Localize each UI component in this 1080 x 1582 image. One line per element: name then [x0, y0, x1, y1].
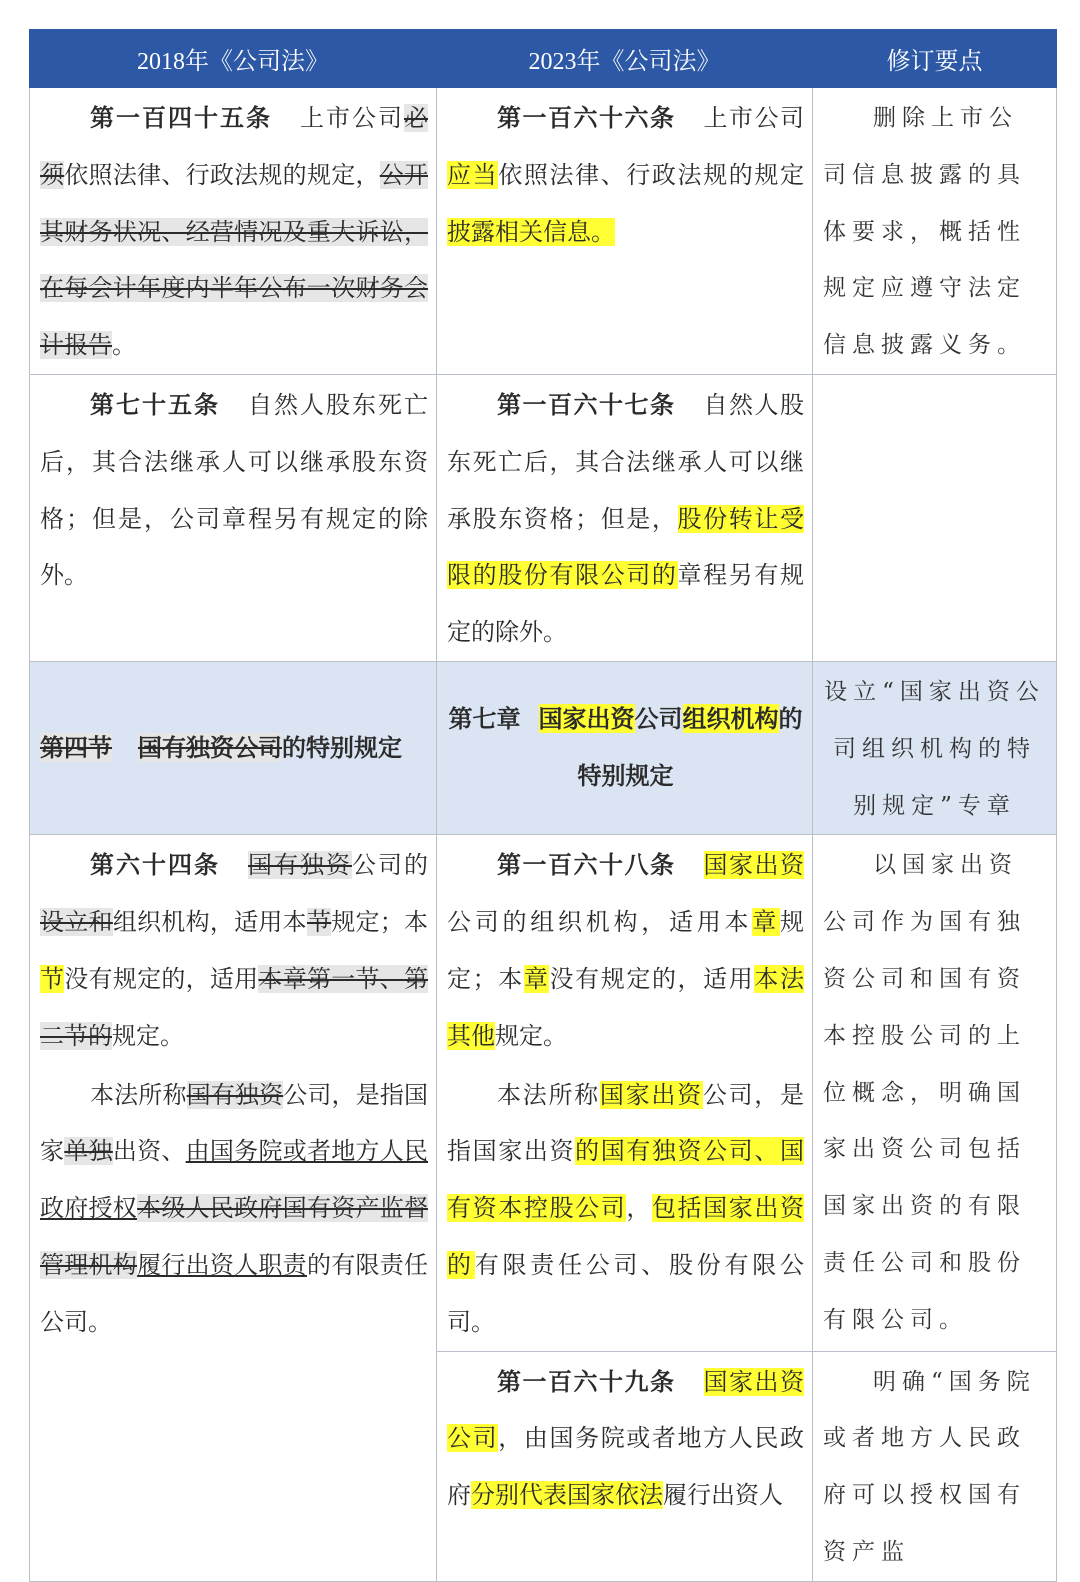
- revision-note-cell: [813, 835, 1057, 1351]
- table-header-row: [30, 30, 1057, 88]
- highlighted-text: 章: [752, 908, 780, 937]
- deleted-text: 公开其财务状况、经营情况及重大诉讼，在每会计年度内半年公布一次财务会计报告: [40, 160, 429, 360]
- header-2023-law: 2023年《公司法》: [437, 30, 813, 88]
- deleted-text: 必须: [40, 104, 428, 189]
- new-law-cell: 第一百六十六条 上市公司应当依照法律、行政法规的规定披露相关信息。: [437, 88, 813, 375]
- highlighted-text: 应当: [447, 160, 499, 189]
- revision-note-cell: [813, 374, 1057, 661]
- old-law-cell: 第一百四十五条 上市公司必须依照法律、行政法规的规定，公开其财务状况、经营情况及重大诉讼，在每会计年度内半年公布一次财务会计报告。: [30, 88, 437, 375]
- revision-note: 明确“国务院或者地方人民政府可以授权国有资产监: [823, 1368, 1036, 1565]
- deleted-text: 第四节: [40, 732, 112, 762]
- article-number: 第六十四条: [90, 850, 220, 880]
- deleted-text: 单独: [64, 1137, 113, 1166]
- deleted-text: 国有独资: [248, 851, 352, 880]
- revision-note-cell: [813, 661, 1057, 834]
- section-heading-row: [30, 661, 1057, 834]
- highlighted-text: 股份转让受限的股份有限公司的: [447, 504, 805, 590]
- article-number: 第一百六十六条: [497, 103, 676, 132]
- deleted-text: 国有独资公司: [138, 732, 282, 762]
- comparison-table: [29, 29, 1057, 1582]
- highlighted-text: 的国有独资公司、国有资本控股公司: [447, 1137, 805, 1223]
- revision-note: 删除上市公司信息披露的具体要求，概括性规定应遵守法定信息披露义务。: [823, 105, 1026, 359]
- new-law-cell: 第一百六十九条 国家出资公司，由国务院或者地方人民政府分别代表国家依法履行出资人: [437, 1351, 813, 1581]
- revision-note: [813, 375, 1056, 377]
- highlighted-text: 国家出资: [538, 704, 635, 734]
- highlighted-text: 包括国家出资的: [447, 1194, 805, 1279]
- revision-note-cell: [813, 88, 1057, 375]
- new-law-cell: 第一百六十七条 自然人股东死亡后，其合法继承人可以继承股东资格；但是，股份转让受限的股份有限公司的章程另有规定的除外。: [437, 374, 813, 661]
- article-number: 第一百六十七条: [497, 389, 676, 419]
- highlighted-text: 节: [40, 964, 65, 993]
- new-law-cell: 第七章 国家出资公司组织机构的特别规定: [437, 661, 813, 834]
- deleted-text: 节: [306, 908, 332, 937]
- highlighted-text: 分别代表国家依法: [471, 1481, 663, 1510]
- table-row: [30, 374, 1057, 661]
- header-revision-points: 修订要点: [813, 30, 1057, 88]
- table-row: [30, 88, 1057, 375]
- article-number: 第一百四十五条: [90, 103, 272, 132]
- article-number: 第一百六十八条: [497, 850, 676, 880]
- old-law-cell: 第六十四条 国有独资公司的设立和组织机构，适用本节规定；本节没有规定的，适用本章第一节、第二节的规定。 本法所称国有独资公司，是指国家单独出资、由国务院或者地方人民政府授权本级人民政府国有资产监督管理机构履行出资人职责的有限责任公司。: [30, 835, 437, 1581]
- underlined-text: 由国务院或者地方人民政府授权: [40, 1137, 429, 1223]
- new-law-cell: 第一百六十八条 国家出资公司的组织机构，适用本章规定；本章没有规定的，适用本法其他规定。 本法所称国家出资公司，是指国家出资的国有独资公司、国有资本控股公司，包括国家出资的有限责任公司、股份有限公司。: [437, 835, 813, 1351]
- highlighted-text: 国家出资: [599, 1080, 703, 1109]
- highlighted-text: 国家出资公司: [447, 1367, 804, 1453]
- revision-note: 以国家出资公司作为国有独资公司和国有资本控股公司的上位概念，明确国家出资公司包括国家出资的有限责任公司和股份有限公司。: [823, 852, 1026, 1333]
- old-law-cell: 第七十五条 自然人股东死亡后，其合法继承人可以继承股东资格；但是，公司章程另有规定的除外。: [30, 374, 437, 661]
- revision-note-cell: [813, 1351, 1057, 1581]
- deleted-text: 本章第一节、第二节的: [40, 964, 429, 1050]
- highlighted-text: 组织机构: [682, 704, 779, 734]
- deleted-text: 设立和: [40, 908, 113, 937]
- article-number: 第七十五条: [90, 389, 220, 419]
- highlighted-text: 国家出资: [703, 851, 804, 880]
- old-law-cell: 第四节 国有独资公司的特别规定: [30, 661, 437, 834]
- table-row: [30, 835, 1057, 1351]
- deleted-text: 国有独资: [186, 1080, 284, 1109]
- underlined-text: 履行出资人职责: [137, 1250, 307, 1279]
- highlighted-text: 章: [523, 964, 550, 993]
- article-number: 第一百六十九条: [497, 1366, 676, 1396]
- highlighted-text: 披露相关信息。: [447, 217, 615, 246]
- header-2018-law: 2018年《公司法》: [30, 30, 437, 88]
- highlighted-text: 本法其他: [447, 964, 805, 1050]
- revision-note: 设立“国家出资公司组织机构的特别规定”专章: [824, 678, 1045, 819]
- deleted-text: 本级人民政府国有资产监督管理机构: [40, 1194, 429, 1279]
